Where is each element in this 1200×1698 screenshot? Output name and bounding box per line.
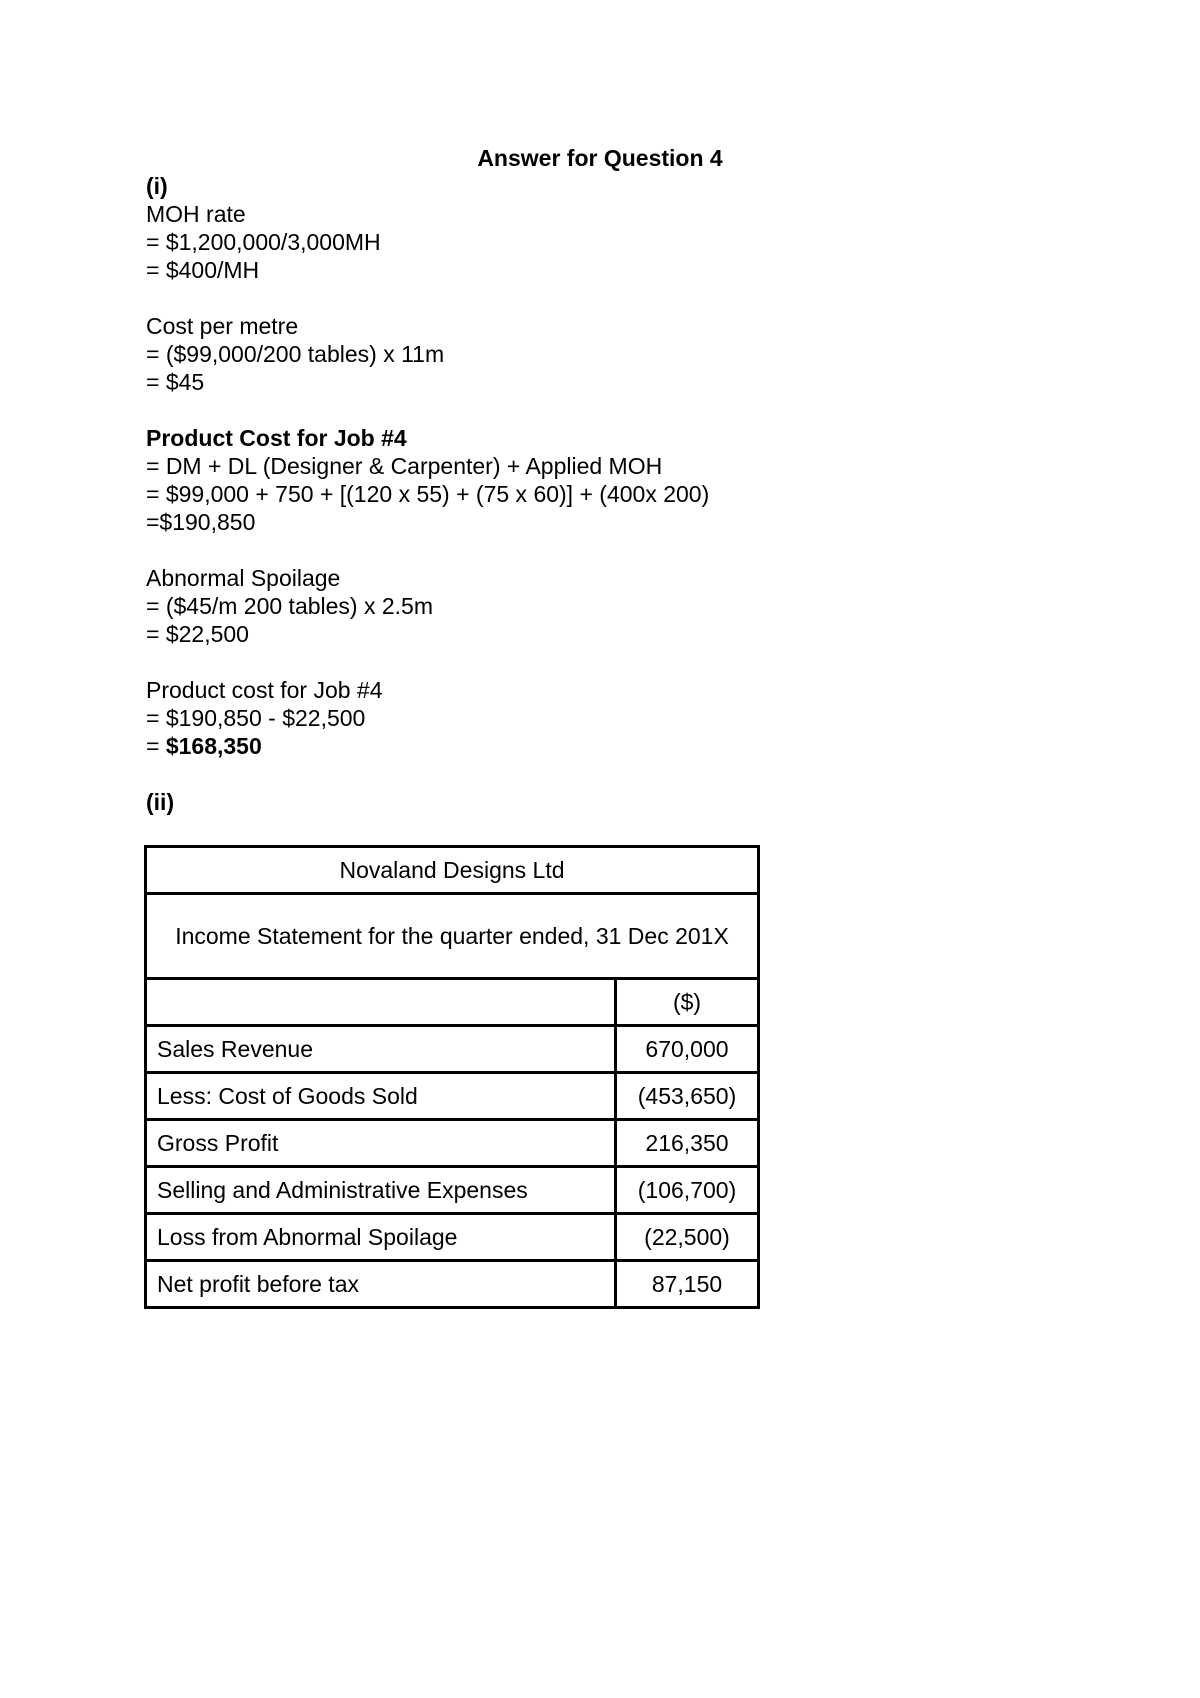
cost-per-metre-line: = ($99,000/200 tables) x 11m <box>146 341 445 367</box>
row-label: Gross Profit <box>146 1120 616 1167</box>
cost-per-metre-line: = $45 <box>146 369 205 395</box>
table-row <box>146 1167 759 1214</box>
row-label: Net profit before tax <box>146 1261 616 1308</box>
final-cost-prefix: = <box>146 733 166 759</box>
table-row <box>146 1026 759 1073</box>
row-value: 87,150 <box>616 1261 759 1308</box>
row-value: (22,500) <box>616 1214 759 1261</box>
page-title: Answer for Question 4 <box>477 145 723 171</box>
spacer <box>146 284 946 312</box>
moh-line: = $1,200,000/3,000MH <box>146 229 381 255</box>
table-row <box>146 979 759 1026</box>
currency-header: ($) <box>616 979 759 1026</box>
spacer <box>146 760 946 788</box>
company-name: Novaland Designs Ltd <box>146 847 759 894</box>
empty-cell <box>146 979 616 1026</box>
table-row <box>146 1261 759 1308</box>
income-statement-table <box>144 845 760 1309</box>
abnormal-spoilage-line: = $22,500 <box>146 621 249 647</box>
row-label: Less: Cost of Goods Sold <box>146 1073 616 1120</box>
row-value: (453,650) <box>616 1073 759 1120</box>
row-label: Loss from Abnormal Spoilage <box>146 1214 616 1261</box>
spacer <box>146 536 946 564</box>
final-cost-answer: $168,350 <box>165 733 262 759</box>
part-i-label: (i) <box>146 173 168 199</box>
row-label: Sales Revenue <box>146 1026 616 1073</box>
product-cost-heading: Product Cost for Job #4 <box>146 425 407 451</box>
abnormal-spoilage-line: = ($45/m 200 tables) x 2.5m <box>146 593 434 619</box>
final-cost-heading: Product cost for Job #4 <box>146 677 383 703</box>
spacer <box>146 396 946 424</box>
product-cost-line: = $99,000 + 750 + [(120 x 55) + (75 x 60)] + (400x 200) <box>146 481 710 507</box>
row-value: 216,350 <box>616 1120 759 1167</box>
table-row <box>146 1120 759 1167</box>
table-row <box>146 1073 759 1120</box>
spacer <box>146 648 946 676</box>
table-row <box>146 1214 759 1261</box>
moh-line: = $400/MH <box>146 257 260 283</box>
part-ii-label: (ii) <box>146 789 175 815</box>
statement-subtitle: Income Statement for the quarter ended, 31 Dec 201X <box>146 894 759 979</box>
table-row <box>146 894 759 979</box>
product-cost-line: = DM + DL (Designer & Carpenter) + Applied MOH <box>146 453 663 479</box>
table-row <box>146 847 759 894</box>
final-cost-answer-line <box>146 732 946 760</box>
row-value: 670,000 <box>616 1026 759 1073</box>
final-cost-line: = $190,850 - $22,500 <box>146 705 366 731</box>
product-cost-line: =$190,850 <box>146 509 256 535</box>
cost-per-metre-heading: Cost per metre <box>146 313 299 339</box>
row-label: Selling and Administrative Expenses <box>146 1167 616 1214</box>
answer-content <box>146 172 946 816</box>
abnormal-spoilage-heading: Abnormal Spoilage <box>146 565 341 591</box>
row-value: (106,700) <box>616 1167 759 1214</box>
moh-heading: MOH rate <box>146 201 246 227</box>
